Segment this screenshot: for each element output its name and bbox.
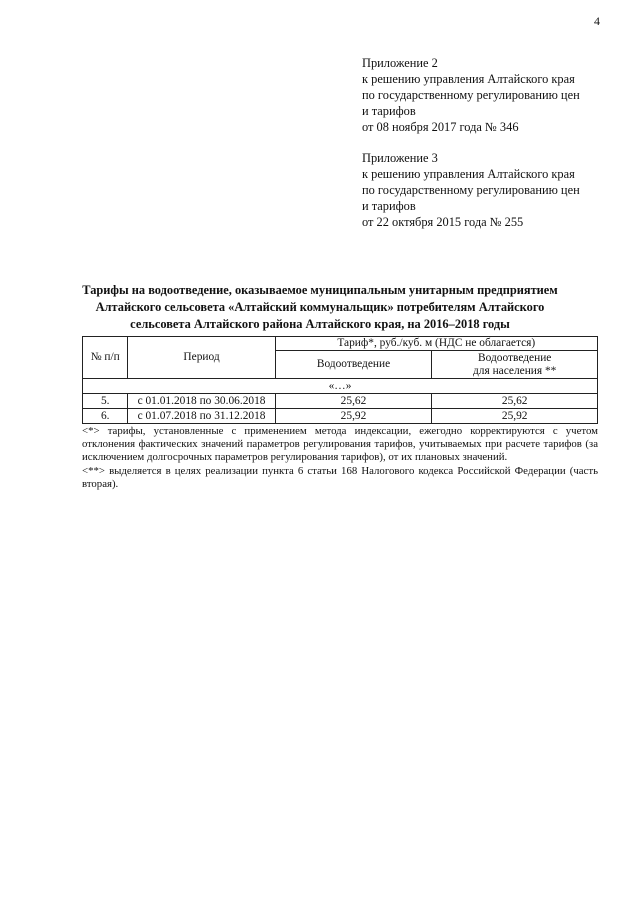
ellipsis-cell: «…»	[83, 379, 598, 394]
appendix-3-line: от 22 октября 2015 года № 255	[362, 215, 524, 229]
appendix-2-block	[362, 55, 622, 135]
cell-sewerage: 25,62	[275, 394, 432, 409]
document-title	[70, 282, 570, 333]
appendix-3-line: и тарифов	[362, 199, 416, 213]
cell-sewerage-population: 25,92	[432, 409, 598, 424]
appendix-3-line: к решению управления Алтайского края	[362, 167, 575, 181]
header-tariff: Тариф*, руб./куб. м (НДС не облагается)	[275, 337, 597, 351]
footnotes	[82, 425, 598, 491]
tariff-table	[82, 336, 598, 424]
title-line: Алтайского сельсовета «Алтайский коммунальщик» потребителям Алтайского	[95, 300, 545, 314]
appendix-2-line: от 08 ноября 2017 года № 346	[362, 120, 519, 134]
page-number: 4	[594, 14, 600, 28]
appendix-3-block	[362, 150, 622, 230]
title-line: сельсовета Алтайского района Алтайского края, на 2016–2018 годы	[130, 317, 510, 331]
appendix-2-line: по государственному регулированию цен	[362, 88, 580, 102]
cell-num: 5.	[83, 394, 128, 409]
appendix-2-line: и тарифов	[362, 104, 416, 118]
appendix-2-line: к решению управления Алтайского края	[362, 72, 575, 86]
appendix-3-line: Приложение 3	[362, 151, 438, 165]
cell-sewerage: 25,92	[275, 409, 432, 424]
cell-sewerage-population: 25,62	[432, 394, 598, 409]
header-num: № п/п	[83, 337, 128, 379]
title-line: Тарифы на водоотведение, оказываемое муниципальным унитарным предприятием	[82, 283, 558, 297]
footnote: <**> выделяется в целях реализации пункта 6 статьи 168 Налогового кодекса Российской Федерации (часть вторая).	[82, 464, 598, 490]
header-sewerage-population-bottom: для населения **	[473, 364, 557, 377]
header-sewerage: Водоотведение	[275, 351, 432, 379]
header-period: Период	[128, 337, 275, 379]
table-row	[83, 394, 598, 409]
table-row	[83, 379, 598, 394]
header-sewerage-population	[432, 351, 598, 379]
header-sewerage-population-top: Водоотведение	[478, 351, 552, 364]
footnote: <*> тарифы, установленные с применением метода индексации, ежегодно корректируются с учетом отклонения фактических значений параметров регулирования тарифов, учитываемых при расчете тарифов (за исключением долгосрочных параметров регулирования тарифов), от их плановых значений.	[82, 425, 598, 464]
table-row	[83, 409, 598, 424]
cell-period: с 01.01.2018 по 30.06.2018	[128, 394, 275, 409]
appendix-2-line: Приложение 2	[362, 56, 438, 70]
appendix-3-line: по государственному регулированию цен	[362, 183, 580, 197]
cell-num: 6.	[83, 409, 128, 424]
cell-period: с 01.07.2018 по 31.12.2018	[128, 409, 275, 424]
